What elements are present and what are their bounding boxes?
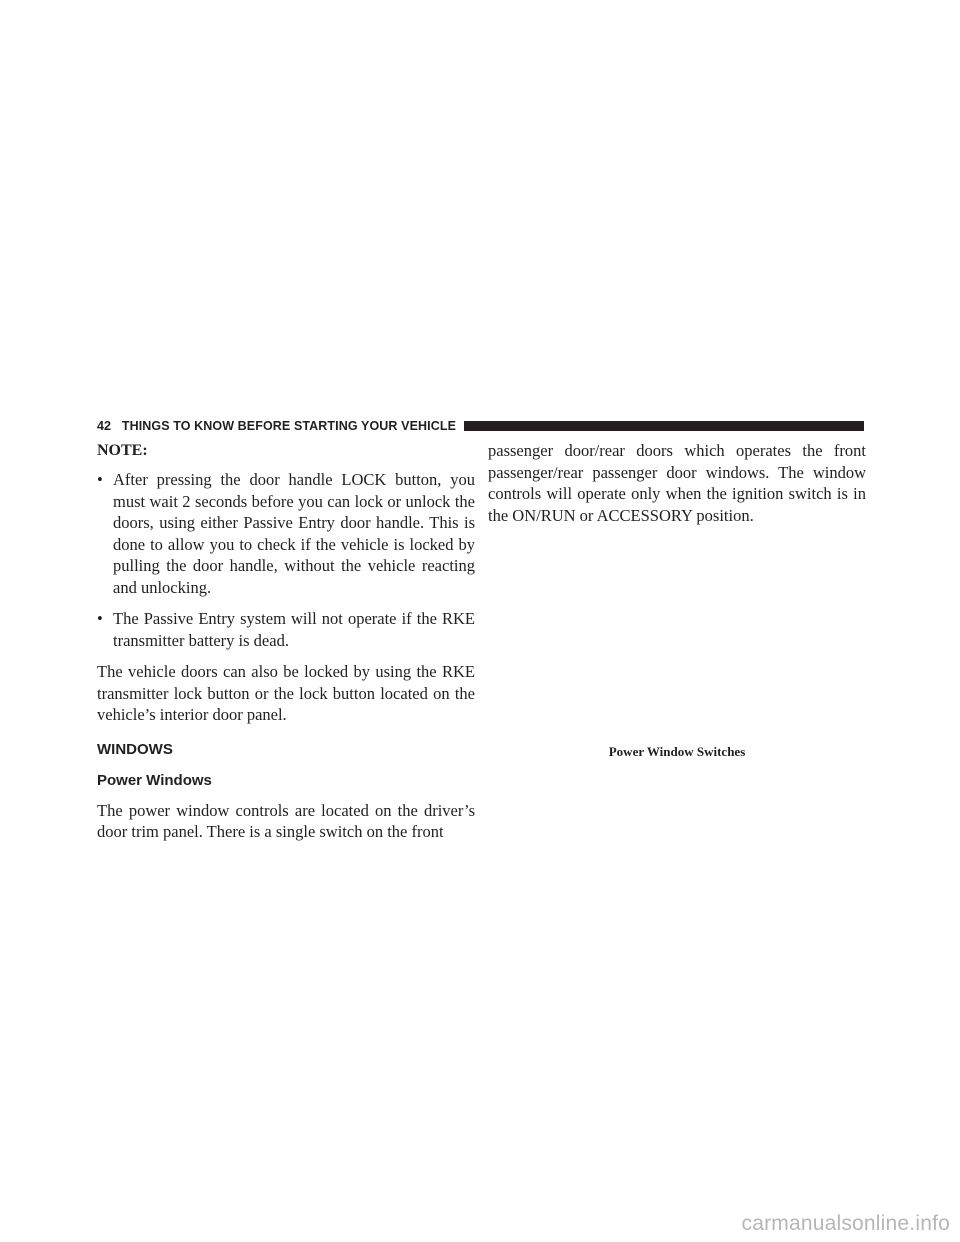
figure-caption: Power Window Switches — [608, 744, 746, 759]
subsection-heading: Power Windows — [97, 771, 212, 789]
page-header-text — [97, 419, 456, 433]
body-paragraph: passenger door/rear doors which operates the front passenger/rear passenger door windows. The window controls will operate only when the ignition switch is in the ON/RUN or ACCESSORY position. — [488, 441, 866, 525]
section-heading: WINDOWS — [97, 740, 173, 758]
bullet-icon: • — [97, 609, 103, 628]
page-number: 42 — [97, 419, 112, 433]
bullet-item — [97, 608, 475, 651]
bullet-icon: • — [97, 470, 103, 489]
header-rule — [464, 421, 864, 431]
bullet-text: After pressing the door handle LOCK button, you must wait 2 seconds before you can lock or unlock the doors, using either Passive Entry door handle. This is done to allow you to check if the vehicle is locked by pulling the door handle, without the vehicle reacting and unlocking. — [113, 470, 475, 597]
figure-image-area — [488, 535, 866, 735]
chapter-title: THINGS TO KNOW BEFORE STARTING YOUR VEHICLE — [121, 419, 457, 433]
watermark-logo: carmanualsonline.info — [741, 1212, 950, 1235]
page-header — [97, 418, 864, 434]
body-paragraph: The vehicle doors can also be locked by using the RKE transmitter lock button or the lock button located on the vehicle’s interior door panel. — [97, 662, 475, 724]
right-column — [488, 440, 866, 526]
note-label: NOTE: — [97, 442, 148, 459]
bullet-text: The Passive Entry system will not operate if the RKE transmitter battery is dead. — [113, 609, 475, 650]
left-column — [97, 440, 475, 843]
bullet-item — [97, 469, 475, 598]
body-paragraph: The power window controls are located on the driver’s door trim panel. There is a single switch on the front — [97, 800, 475, 841]
